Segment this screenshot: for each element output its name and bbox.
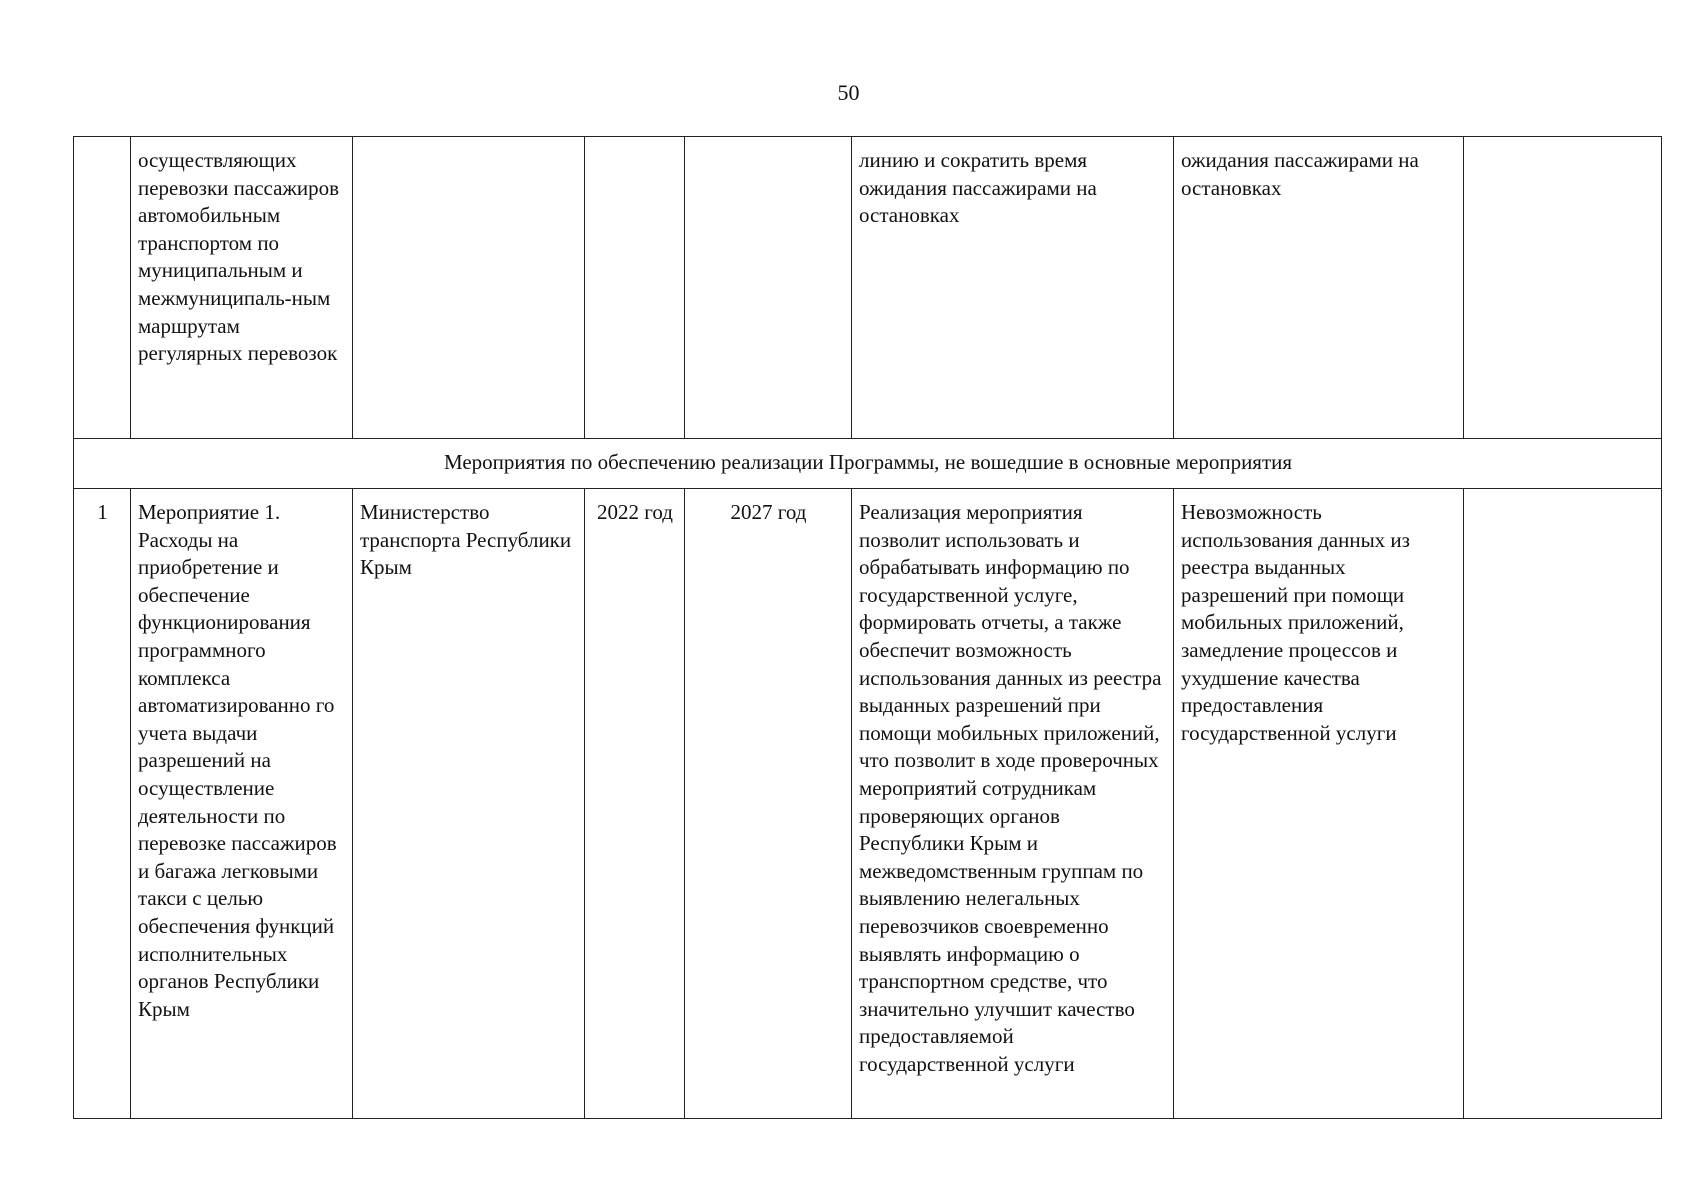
cell-end: 2027 год (685, 489, 852, 1119)
program-events-table (73, 136, 1662, 1119)
cell-expected-result: линию и сократить время ожидания пассажирами на остановках (852, 137, 1174, 439)
cell-start (585, 137, 685, 439)
cell-executor: Министерство транспорта Республики Крым (353, 489, 585, 1119)
cell-number (74, 137, 131, 439)
cell-link (1464, 489, 1662, 1119)
cell-end (685, 137, 852, 439)
table-row (74, 489, 1662, 1119)
cell-number: 1 (74, 489, 131, 1119)
cell-executor (353, 137, 585, 439)
cell-expected-result: Реализация мероприятия позволит использовать и обрабатывать информацию по государственной услуге, формировать отчеты, а также обеспечит возможность использования данных из реестра выданных разрешений при помощи мобильных приложений, что позволит в ходе проверочных мероприятий сотрудникам проверяющих органов Республики Крым и межведомственным группам по выявлению нелегальных перевозчиков своевременно выявлять информацию о транспортном средстве, что значительно улучшит качество предоставляемой государственной услуги (852, 489, 1174, 1119)
table-row-continued (74, 137, 1662, 439)
cell-event: Мероприятие 1. Расходы на приобретение и обеспечение функционирования программного комплекса автоматизированно го учета выдачи разрешений на осуществление деятельности по перевозке пассажиров и багажа легковыми такси с целью обеспечения функций исполнительных органов Республики Крым (131, 489, 353, 1119)
page-number: 50 (837, 80, 860, 105)
cell-consequences: ожидания пассажирами на остановках (1174, 137, 1464, 439)
section-header: Мероприятия по обеспечению реализации Программы, не вошедшие в основные мероприятия (74, 439, 1662, 489)
section-header-row (74, 439, 1662, 489)
cell-consequences: Невозможность использования данных из реестра выданных разрешений при помощи мобильных приложений, замедление процессов и ухудшение качества предоставления государственной услуги (1174, 489, 1464, 1119)
cell-start: 2022 год (585, 489, 685, 1119)
cell-link (1464, 137, 1662, 439)
cell-event: осуществляющих перевозки пассажиров автомобильным транспортом по муниципальным и межмуниципаль-ным маршрутам регулярных перевозок (131, 137, 353, 439)
